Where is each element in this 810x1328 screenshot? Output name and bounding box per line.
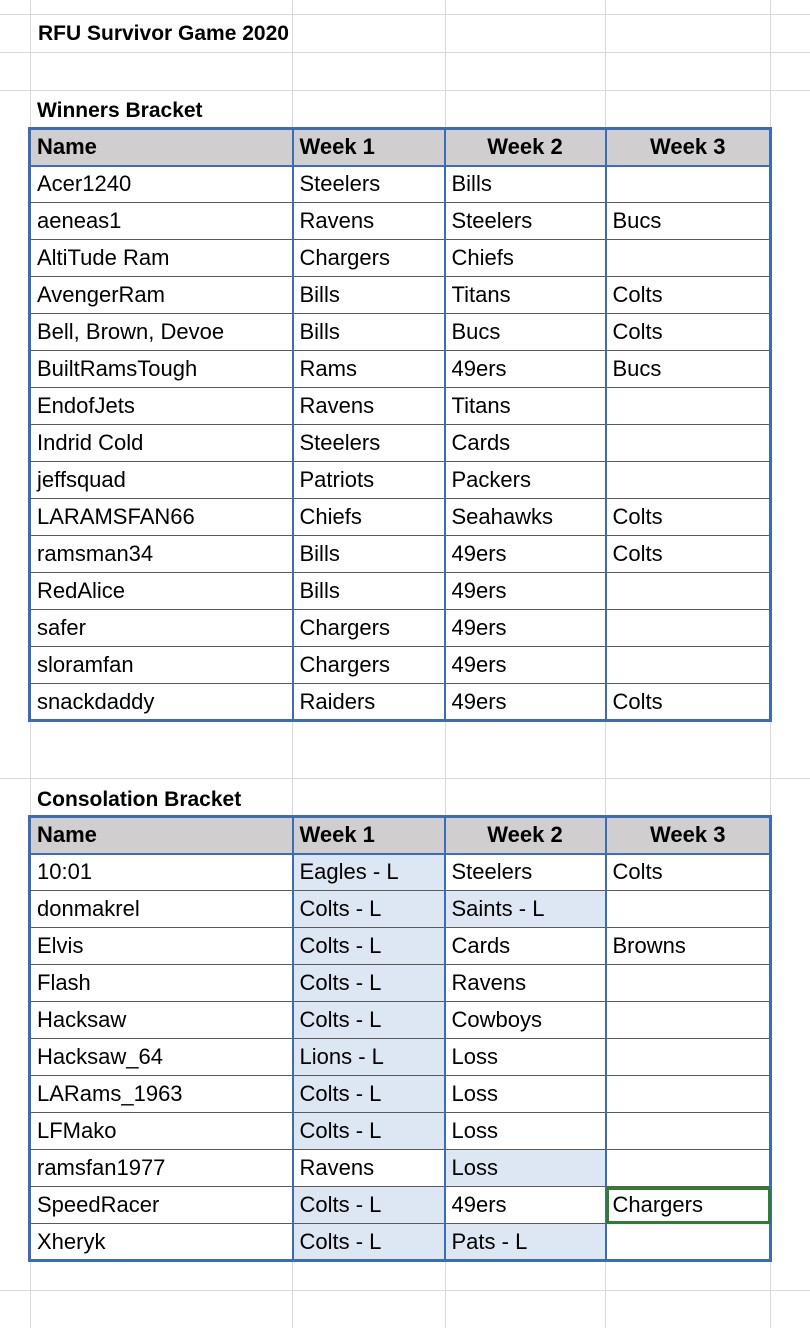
week-3-cell[interactable] [606,965,771,1002]
week-1-cell[interactable]: Colts - L [293,1224,445,1261]
week-1-cell[interactable]: Bills [293,314,445,351]
week-3-cell[interactable]: Chargers [606,1187,771,1224]
week-2-cell[interactable]: 49ers [445,573,606,610]
table-row [30,462,771,499]
week-2-cell[interactable]: Titans [445,388,606,425]
name-cell[interactable]: LARams_1963 [30,1076,293,1113]
name-cell[interactable]: Xheryk [30,1224,293,1261]
header-week-1[interactable]: Week 1 [293,129,445,166]
consolation-bracket-table [28,815,772,1262]
week-1-cell[interactable]: Eagles - L [293,854,445,891]
week-2-cell[interactable]: Steelers [445,203,606,240]
table-row [30,610,771,647]
week-2-cell[interactable]: 49ers [445,647,606,684]
week-3-cell[interactable]: Colts [606,277,771,314]
header-week-3[interactable]: Week 3 [606,817,771,854]
name-cell[interactable]: Indrid Cold [30,425,293,462]
table-row [30,499,771,536]
header-row [30,129,771,166]
week-1-cell[interactable]: Patriots [293,462,445,499]
name-cell[interactable]: AltiTude Ram [30,240,293,277]
week-2-cell[interactable]: Loss [445,1113,606,1150]
week-2-cell[interactable]: 49ers [445,684,606,721]
week-3-cell[interactable] [606,647,771,684]
week-3-cell[interactable] [606,240,771,277]
week-1-cell[interactable]: Bills [293,573,445,610]
week-2-cell[interactable]: Cards [445,425,606,462]
week-3-cell[interactable]: Browns [606,928,771,965]
name-cell[interactable]: Hacksaw_64 [30,1039,293,1076]
week-2-cell[interactable]: 49ers [445,351,606,388]
table-row [30,388,771,425]
table-row [30,1002,771,1039]
week-2-cell[interactable]: Bucs [445,314,606,351]
header-name[interactable]: Name [30,817,293,854]
week-3-cell[interactable] [606,1224,771,1261]
week-3-cell[interactable] [606,573,771,610]
table-row [30,351,771,388]
week-3-cell[interactable]: Bucs [606,351,771,388]
week-2-cell[interactable]: Titans [445,277,606,314]
week-2-cell[interactable]: Loss [445,1150,606,1187]
week-1-cell[interactable]: Colts - L [293,1187,445,1224]
name-cell[interactable]: sloramfan [30,647,293,684]
table-row [30,536,771,573]
week-1-cell[interactable]: Ravens [293,388,445,425]
table-row [30,1113,771,1150]
name-cell[interactable]: Elvis [30,928,293,965]
week-2-cell[interactable]: Bills [445,166,606,203]
table-row [30,965,771,1002]
table-row [30,1039,771,1076]
week-2-cell[interactable]: Seahawks [445,499,606,536]
week-3-cell[interactable] [606,610,771,647]
name-cell[interactable]: Hacksaw [30,1002,293,1039]
week-1-cell[interactable]: Colts - L [293,928,445,965]
week-3-cell[interactable] [606,388,771,425]
name-cell[interactable]: Acer1240 [30,166,293,203]
name-cell[interactable]: ramsman34 [30,536,293,573]
week-1-cell[interactable]: Colts - L [293,965,445,1002]
table-row [30,1187,771,1224]
week-2-cell[interactable]: Steelers [445,854,606,891]
week-1-cell[interactable]: Chiefs [293,499,445,536]
week-1-cell[interactable]: Chargers [293,240,445,277]
table-row [30,240,771,277]
header-week-3[interactable]: Week 3 [606,129,771,166]
week-1-cell[interactable]: Rams [293,351,445,388]
name-cell[interactable]: 10:01 [30,854,293,891]
week-1-cell[interactable]: Colts - L [293,1002,445,1039]
week-3-cell[interactable] [606,891,771,928]
week-2-cell[interactable]: Loss [445,1039,606,1076]
header-week-1[interactable]: Week 1 [293,817,445,854]
week-3-cell[interactable]: Colts [606,499,771,536]
week-1-cell[interactable]: Bills [293,277,445,314]
week-2-cell[interactable]: Loss [445,1076,606,1113]
week-2-cell[interactable]: Ravens [445,965,606,1002]
header-week-2[interactable]: Week 2 [445,817,606,854]
name-cell[interactable]: Flash [30,965,293,1002]
winners-bracket-heading: Winners Bracket [37,99,203,122]
name-cell[interactable]: EndofJets [30,388,293,425]
week-3-cell[interactable] [606,1150,771,1187]
table-row [30,425,771,462]
week-2-cell[interactable]: Packers [445,462,606,499]
week-1-cell[interactable]: Chargers [293,647,445,684]
table-row [30,1076,771,1113]
week-3-cell[interactable]: Colts [606,854,771,891]
week-3-cell[interactable] [606,462,771,499]
table-row [30,166,771,203]
table-row [30,928,771,965]
name-cell[interactable]: snackdaddy [30,684,293,721]
week-3-cell[interactable]: Colts [606,684,771,721]
name-cell[interactable]: Bell, Brown, Devoe [30,314,293,351]
week-3-cell[interactable] [606,1039,771,1076]
week-2-cell[interactable]: Cards [445,928,606,965]
week-1-cell[interactable]: Ravens [293,1150,445,1187]
week-2-cell[interactable]: 49ers [445,610,606,647]
header-row [30,817,771,854]
name-cell[interactable]: AvengerRam [30,277,293,314]
week-3-cell[interactable] [606,1002,771,1039]
header-week-2[interactable]: Week 2 [445,129,606,166]
sheet-title: RFU Survivor Game 2020 [38,22,289,45]
week-1-cell[interactable]: Colts - L [293,1076,445,1113]
week-3-cell[interactable]: Colts [606,314,771,351]
table-row [30,854,771,891]
winners-bracket-table [28,127,772,722]
week-3-cell[interactable] [606,425,771,462]
name-cell[interactable]: aeneas1 [30,203,293,240]
week-3-cell[interactable] [606,166,771,203]
week-2-cell[interactable]: 49ers [445,536,606,573]
table-row [30,1224,771,1261]
week-2-cell[interactable]: 49ers [445,1187,606,1224]
name-cell[interactable]: safer [30,610,293,647]
table-row [30,314,771,351]
week-2-cell[interactable]: Saints - L [445,891,606,928]
week-1-cell[interactable]: Steelers [293,166,445,203]
week-1-cell[interactable]: Steelers [293,425,445,462]
table-row [30,277,771,314]
week-1-cell[interactable]: Ravens [293,203,445,240]
name-cell[interactable]: LARAMSFAN66 [30,499,293,536]
week-3-cell[interactable] [606,1076,771,1113]
consolation-bracket-heading: Consolation Bracket [37,788,242,811]
week-3-cell[interactable]: Colts [606,536,771,573]
table-row [30,1150,771,1187]
week-1-cell[interactable]: Colts - L [293,891,445,928]
week-1-cell[interactable]: Raiders [293,684,445,721]
name-cell[interactable]: RedAlice [30,573,293,610]
table-row [30,573,771,610]
week-3-cell[interactable]: Bucs [606,203,771,240]
name-cell[interactable]: donmakrel [30,891,293,928]
header-name[interactable]: Name [30,129,293,166]
week-3-cell[interactable] [606,1113,771,1150]
table-row [30,891,771,928]
week-1-cell[interactable]: Colts - L [293,1113,445,1150]
week-1-cell[interactable]: Bills [293,536,445,573]
week-1-cell[interactable]: Chargers [293,610,445,647]
name-cell[interactable]: BuiltRamsTough [30,351,293,388]
table-row [30,684,771,721]
week-1-cell[interactable]: Lions - L [293,1039,445,1076]
week-2-cell[interactable]: Chiefs [445,240,606,277]
name-cell[interactable]: SpeedRacer [30,1187,293,1224]
week-2-cell[interactable]: Cowboys [445,1002,606,1039]
name-cell[interactable]: ramsfan1977 [30,1150,293,1187]
week-2-cell[interactable]: Pats - L [445,1224,606,1261]
table-row [30,203,771,240]
name-cell[interactable]: jeffsquad [30,462,293,499]
table-row [30,647,771,684]
name-cell[interactable]: LFMako [30,1113,293,1150]
